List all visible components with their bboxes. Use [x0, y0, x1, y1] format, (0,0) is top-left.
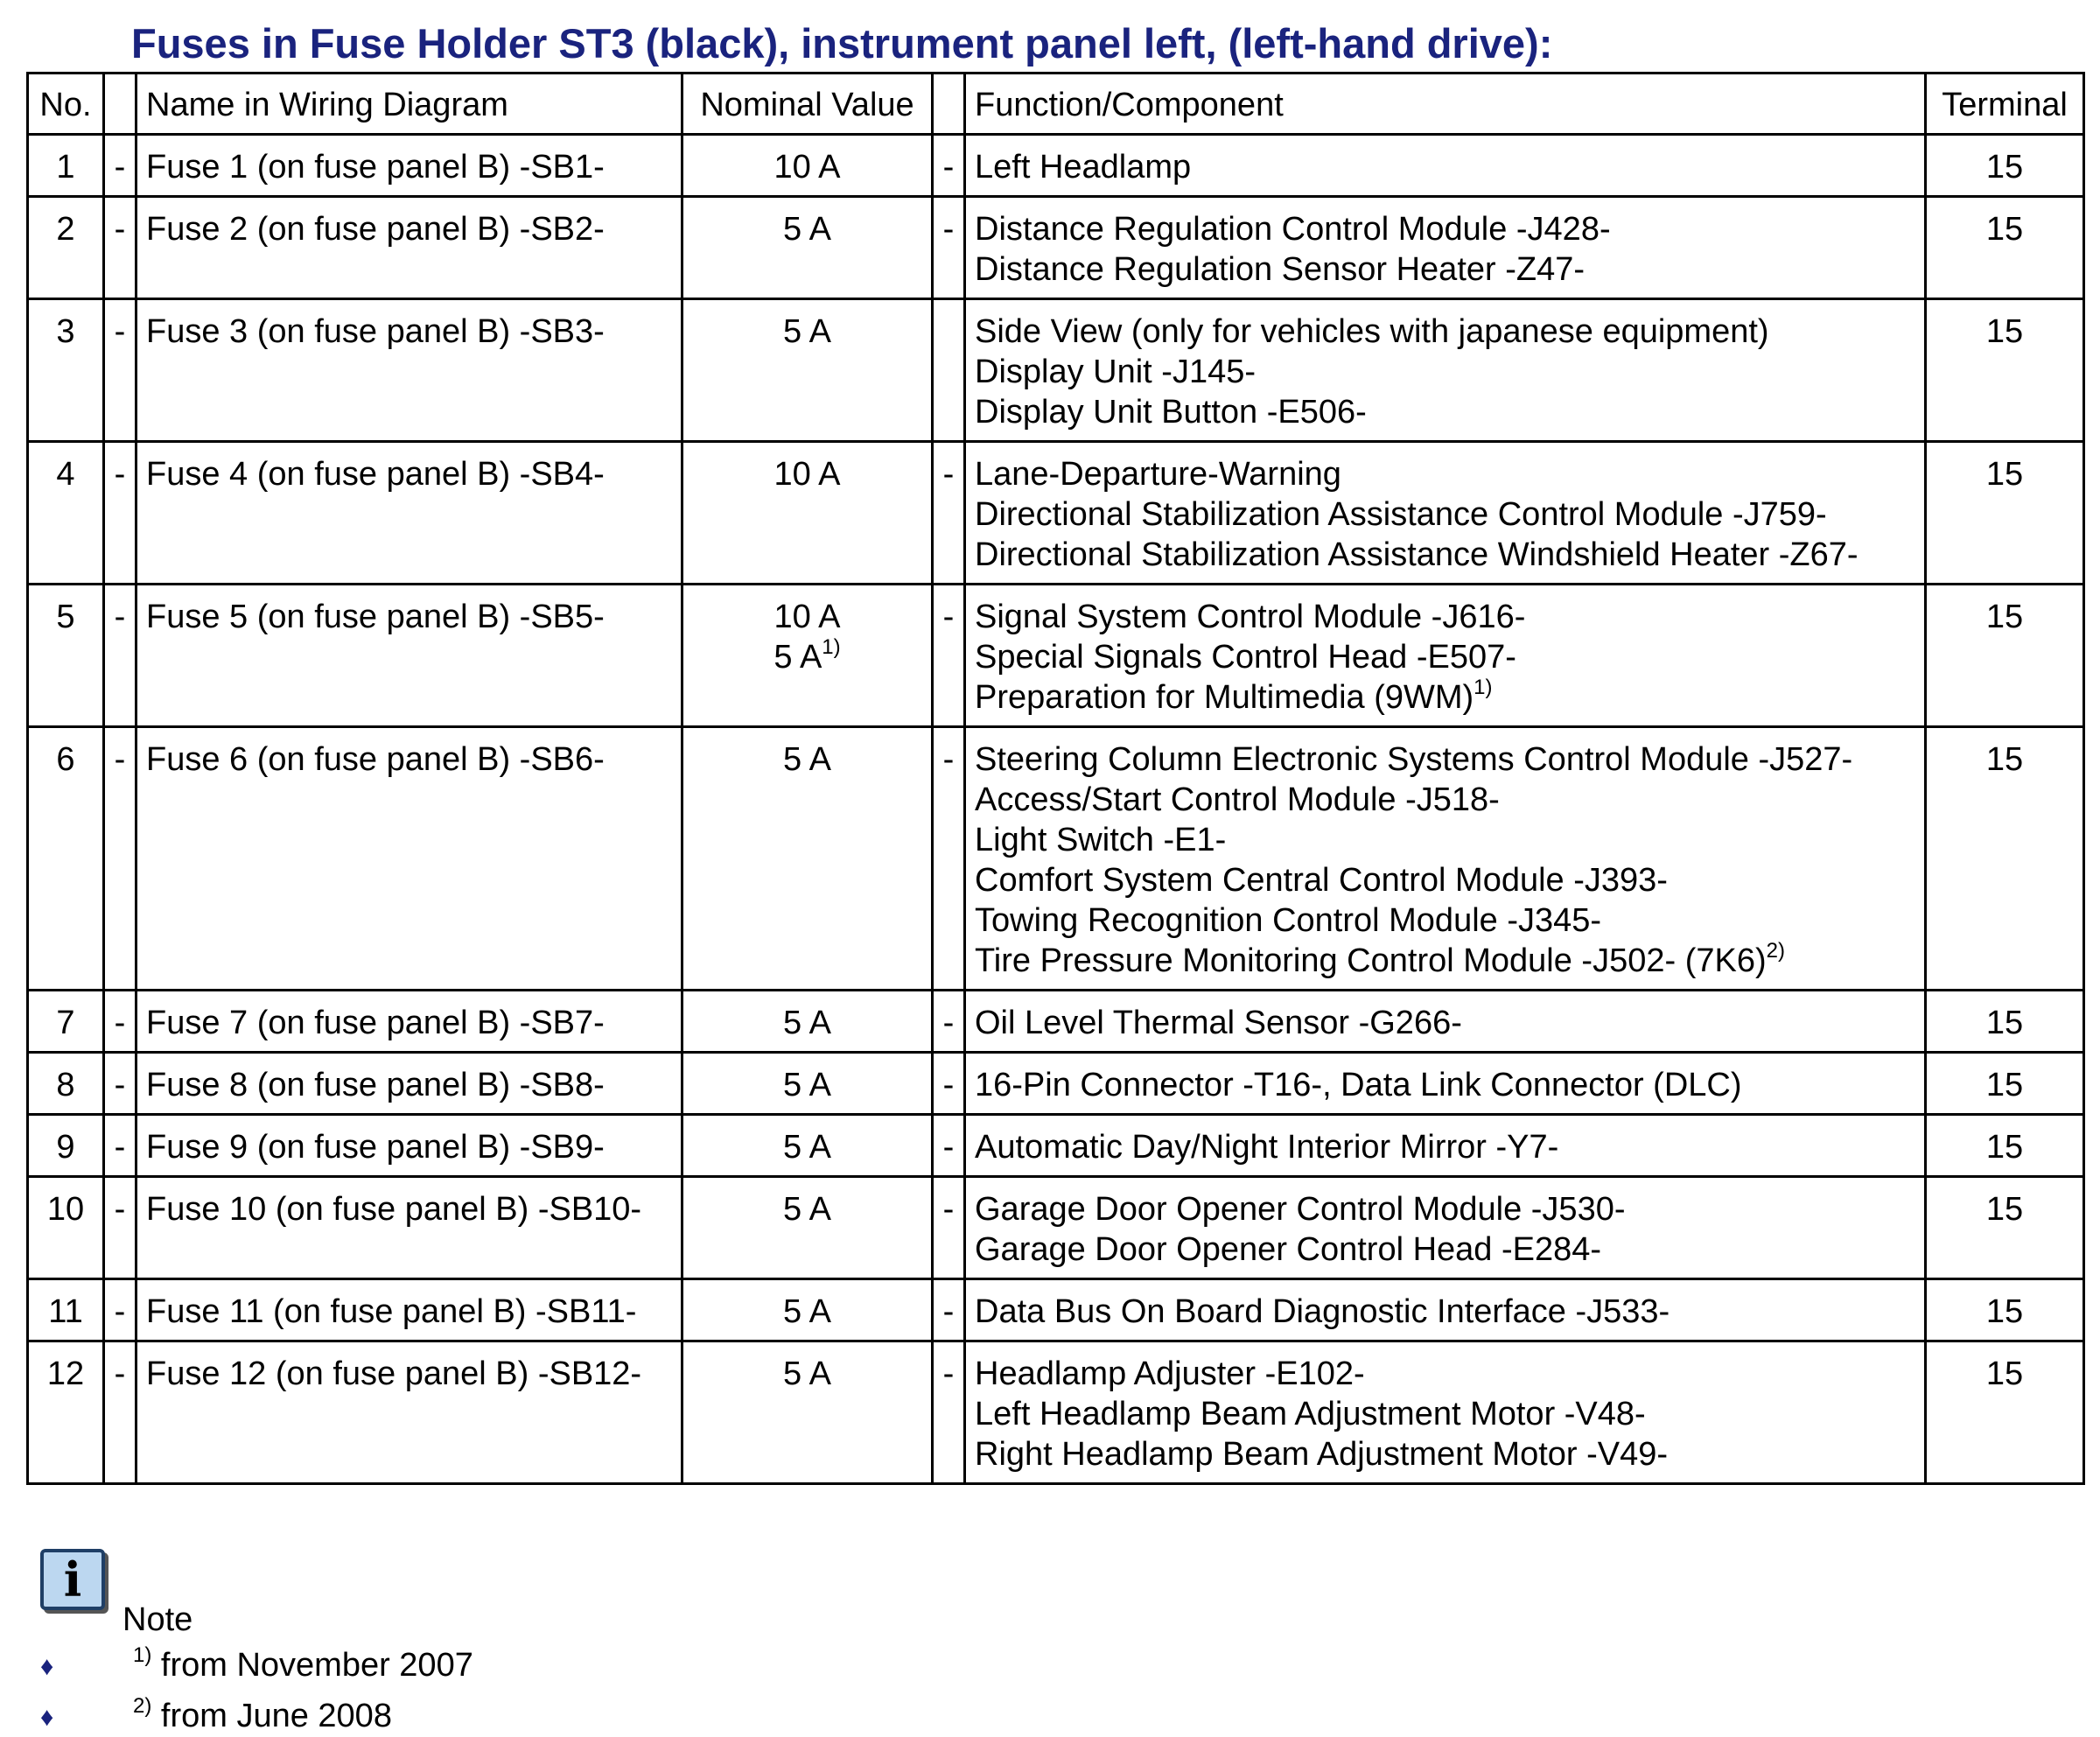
dash-separator: -	[933, 585, 965, 727]
function-text: Preparation for Multimedia (9WM)	[975, 679, 1474, 716]
dash-separator: -	[104, 727, 136, 991]
nominal-value: 5 A	[783, 313, 831, 350]
terminal: 15	[1926, 135, 2084, 197]
function-line	[975, 1003, 1915, 1043]
function-cell	[965, 1341, 1926, 1484]
table-row	[28, 197, 2084, 299]
fuse-number: 4	[28, 442, 104, 585]
dash-separator: -	[104, 1053, 136, 1115]
nominal-value-alt-text: 5 A	[774, 639, 822, 676]
function-text: Garage Door Opener Control Module -J530-	[975, 1191, 1626, 1228]
dash-separator: -	[933, 1053, 965, 1115]
table-row	[28, 1053, 2084, 1115]
fuse-name: Fuse 9 (on fuse panel B) -SB9-	[136, 1115, 682, 1177]
dash-separator: -	[933, 442, 965, 585]
fuse-name: Fuse 10 (on fuse panel B) -SB10-	[136, 1177, 682, 1279]
header-function: Function/Component	[965, 74, 1926, 135]
dash-separator: -	[104, 197, 136, 299]
function-text: Data Bus On Board Diagnostic Interface -J533-	[975, 1293, 1670, 1330]
function-text: Signal System Control Module -J616-	[975, 599, 1526, 635]
function-text: Lane-Departure-Warning	[975, 456, 1341, 493]
function-text: Towing Recognition Control Module -J345-	[975, 902, 1602, 939]
nominal-value: 10 A	[774, 456, 841, 493]
fuse-number: 8	[28, 1053, 104, 1115]
terminal: 15	[1926, 197, 2084, 299]
table-header-row	[28, 74, 2084, 135]
fuse-name: Fuse 5 (on fuse panel B) -SB5-	[136, 585, 682, 727]
function-line	[975, 820, 1915, 860]
function-cell	[965, 727, 1926, 991]
header-no: No.	[28, 74, 104, 135]
diamond-bullet-icon: ♦	[40, 1703, 54, 1732]
fuse-table	[26, 72, 2085, 1485]
fuse-number: 10	[28, 1177, 104, 1279]
function-text: Distance Regulation Sensor Heater -Z47-	[975, 251, 1586, 288]
terminal: 15	[1926, 991, 2084, 1053]
function-line	[975, 780, 1915, 820]
header-spacer	[933, 74, 965, 135]
function-text: Oil Level Thermal Sensor -G266-	[975, 1005, 1462, 1041]
table-row	[28, 1341, 2084, 1484]
function-text: 16-Pin Connector -T16-, Data Link Connector (DLC)	[975, 1067, 1742, 1103]
nominal-value: 5 A	[783, 741, 831, 778]
terminal: 15	[1926, 299, 2084, 442]
fuse-name: Fuse 4 (on fuse panel B) -SB4-	[136, 442, 682, 585]
fuse-name: Fuse 2 (on fuse panel B) -SB2-	[136, 197, 682, 299]
dash-separator: -	[104, 991, 136, 1053]
fuse-number: 5	[28, 585, 104, 727]
nominal-value-cell	[682, 299, 933, 442]
fuse-name: Fuse 6 (on fuse panel B) -SB6-	[136, 727, 682, 991]
nominal-value: 5 A	[783, 1293, 831, 1330]
function-line	[975, 860, 1915, 900]
terminal: 15	[1926, 1053, 2084, 1115]
function-line	[975, 209, 1915, 249]
table-row	[28, 1115, 2084, 1177]
terminal: 15	[1926, 442, 2084, 585]
function-line	[975, 494, 1915, 535]
function-line	[975, 677, 1915, 718]
diamond-bullet-icon: ♦	[40, 1652, 54, 1681]
function-text: Side View (only for vehicles with japanese equipment)	[975, 313, 1769, 350]
nominal-value-cell	[682, 197, 933, 299]
nominal-value: 5 A	[783, 1067, 831, 1103]
note-label: Note	[122, 1601, 193, 1638]
function-text: Access/Start Control Module -J518-	[975, 781, 1500, 818]
function-text: Directional Stabilization Assistance Windshield Heater -Z67-	[975, 536, 1858, 573]
function-text: Steering Column Electronic Systems Control Module -J527-	[975, 741, 1853, 778]
nominal-value-cell	[682, 1115, 933, 1177]
terminal: 15	[1926, 1177, 2084, 1279]
table-row	[28, 991, 2084, 1053]
function-line	[975, 1189, 1915, 1229]
nominal-value: 5 A	[783, 1191, 831, 1228]
function-cell	[965, 1177, 1926, 1279]
function-line	[975, 249, 1915, 290]
footnote-text: from June 2008	[151, 1698, 392, 1734]
function-line	[975, 535, 1915, 575]
footnote-text: from November 2007	[151, 1647, 473, 1684]
fuse-name: Fuse 7 (on fuse panel B) -SB7-	[136, 991, 682, 1053]
nominal-value-cell	[682, 727, 933, 991]
dash-separator: -	[104, 442, 136, 585]
fuse-number: 11	[28, 1279, 104, 1341]
function-line	[975, 352, 1915, 392]
dash-separator: -	[104, 1341, 136, 1484]
table-row	[28, 727, 2084, 991]
dash-separator: -	[933, 1115, 965, 1177]
function-line	[975, 941, 1915, 981]
dash-separator: -	[104, 135, 136, 197]
dash-separator: -	[933, 727, 965, 991]
function-text: Tire Pressure Monitoring Control Module -J502- (7K6)	[975, 942, 1767, 979]
fuse-number: 9	[28, 1115, 104, 1177]
function-cell	[965, 1053, 1926, 1115]
function-line	[975, 900, 1915, 941]
function-line	[975, 739, 1915, 780]
fuse-name: Fuse 8 (on fuse panel B) -SB8-	[136, 1053, 682, 1115]
function-cell	[965, 197, 1926, 299]
function-text: Comfort System Central Control Module -J393-	[975, 862, 1668, 899]
function-line	[975, 1065, 1915, 1105]
function-text: Distance Regulation Control Module -J428-	[975, 211, 1611, 248]
function-text: Special Signals Control Head -E507-	[975, 639, 1516, 676]
dash-separator: -	[104, 1177, 136, 1279]
function-text: Display Unit -J145-	[975, 354, 1256, 390]
table-row	[28, 1177, 2084, 1279]
fuse-name: Fuse 12 (on fuse panel B) -SB12-	[136, 1341, 682, 1484]
function-cell	[965, 1115, 1926, 1177]
fuse-number: 7	[28, 991, 104, 1053]
function-line	[975, 637, 1915, 677]
footnote-marker: 2)	[133, 1694, 152, 1718]
function-text: Left Headlamp Beam Adjustment Motor -V48-	[975, 1396, 1646, 1432]
nominal-value-alt	[692, 637, 922, 677]
header-value: Nominal Value	[682, 74, 933, 135]
dash-separator: -	[933, 1177, 965, 1279]
table-row	[28, 585, 2084, 727]
header-spacer	[104, 74, 136, 135]
nominal-value: 5 A	[783, 1129, 831, 1166]
footnote-marker: 1)	[822, 635, 841, 659]
dash-separator: -	[933, 197, 965, 299]
function-line	[975, 1292, 1915, 1332]
fuse-number: 6	[28, 727, 104, 991]
fuse-name: Fuse 1 (on fuse panel B) -SB1-	[136, 135, 682, 197]
terminal: 15	[1926, 1115, 2084, 1177]
nominal-value-cell	[682, 1341, 933, 1484]
function-cell	[965, 442, 1926, 585]
terminal: 15	[1926, 585, 2084, 727]
function-text: Left Headlamp	[975, 149, 1192, 186]
dash-separator: -	[933, 1341, 965, 1484]
fuse-name: Fuse 11 (on fuse panel B) -SB11-	[136, 1279, 682, 1341]
terminal: 15	[1926, 1279, 2084, 1341]
table-row	[28, 1279, 2084, 1341]
function-line	[975, 454, 1915, 494]
table-row	[28, 135, 2084, 197]
function-cell	[965, 585, 1926, 727]
function-text: Automatic Day/Night Interior Mirror -Y7-	[975, 1129, 1559, 1166]
fuse-number: 2	[28, 197, 104, 299]
nominal-value: 10 A	[774, 149, 841, 186]
nominal-value: 5 A	[783, 1005, 831, 1041]
function-line	[975, 312, 1915, 352]
header-terminal: Terminal	[1926, 74, 2084, 135]
nominal-value-cell	[682, 991, 933, 1053]
function-line	[975, 392, 1915, 432]
footnote-marker: 2)	[1766, 939, 1785, 963]
function-text: Garage Door Opener Control Head -E284-	[975, 1231, 1602, 1268]
nominal-value-cell	[682, 585, 933, 727]
function-text: Right Headlamp Beam Adjustment Motor -V49-	[975, 1436, 1669, 1473]
nominal-value: 10 A	[774, 599, 841, 635]
nominal-value-cell	[682, 1279, 933, 1341]
function-text: Headlamp Adjuster -E102-	[975, 1355, 1365, 1392]
function-line	[975, 147, 1915, 187]
function-cell	[965, 1279, 1926, 1341]
function-line	[975, 597, 1915, 637]
footnote-marker: 1)	[1474, 676, 1493, 699]
nominal-value: 5 A	[783, 1355, 831, 1392]
page-title: Fuses in Fuse Holder ST3 (black), instrument panel left, (left-hand drive):	[131, 20, 1553, 67]
function-line	[975, 1394, 1915, 1434]
function-line	[975, 1127, 1915, 1167]
info-icon: i	[40, 1549, 105, 1610]
fuse-name: Fuse 3 (on fuse panel B) -SB3-	[136, 299, 682, 442]
function-cell	[965, 299, 1926, 442]
function-text: Display Unit Button -E506-	[975, 394, 1367, 431]
function-text: Light Switch -E1-	[975, 822, 1227, 858]
function-line	[975, 1434, 1915, 1474]
nominal-value-cell	[682, 135, 933, 197]
table-row	[28, 442, 2084, 585]
terminal: 15	[1926, 727, 2084, 991]
function-text: Directional Stabilization Assistance Control Module -J759-	[975, 496, 1827, 533]
dash-separator	[933, 299, 965, 442]
nominal-value-cell	[682, 442, 933, 585]
dash-separator: -	[104, 299, 136, 442]
nominal-value-cell	[682, 1053, 933, 1115]
nominal-value-cell	[682, 1177, 933, 1279]
function-line	[975, 1229, 1915, 1270]
fuse-number: 3	[28, 299, 104, 442]
dash-separator: -	[104, 1115, 136, 1177]
table-row	[28, 299, 2084, 442]
function-cell	[965, 991, 1926, 1053]
dash-separator: -	[104, 585, 136, 727]
function-cell	[965, 135, 1926, 197]
fuse-number: 12	[28, 1341, 104, 1484]
terminal: 15	[1926, 1341, 2084, 1484]
function-line	[975, 1354, 1915, 1394]
footnote-marker: 1)	[133, 1643, 152, 1667]
dash-separator: -	[933, 991, 965, 1053]
nominal-value: 5 A	[783, 211, 831, 248]
dash-separator: -	[933, 135, 965, 197]
fuse-number: 1	[28, 135, 104, 197]
dash-separator: -	[933, 1279, 965, 1341]
header-name: Name in Wiring Diagram	[136, 74, 682, 135]
dash-separator: -	[104, 1279, 136, 1341]
